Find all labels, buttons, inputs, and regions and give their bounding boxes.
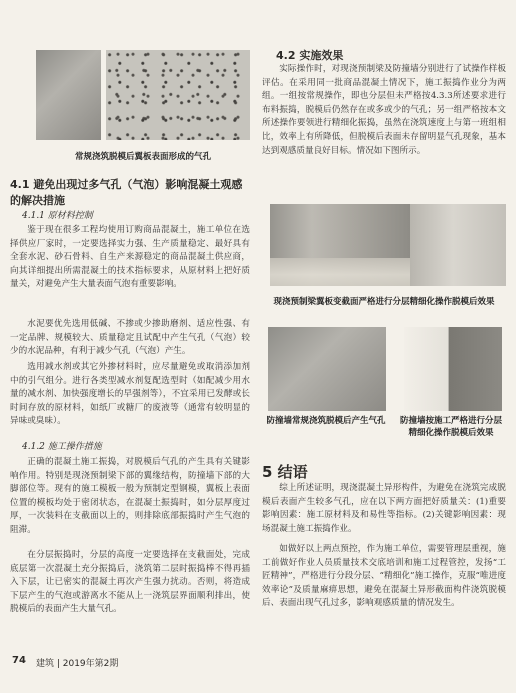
photo-concrete-smooth xyxy=(36,50,101,140)
paragraph: 鉴于现在很多工程均使用订购商品混凝土，施工单位在选择供应厂家时，一定要选择实力强、生产质量稳定、最好具有全套水泥、砂石骨料、自生产来源稳定的商品混凝土供应商，向其详细提出所需混凝土的技术指标要求，从原材料上把好质量关，对避免产生大量表面气泡有重要影响。 xyxy=(10,225,250,290)
section-title-4-2: 4.2 实施效果 xyxy=(276,49,344,62)
section-title-4-1: 4.1 避免出现过多气孔（气泡）影响混凝土观感的解决措施 xyxy=(10,178,243,207)
photo-caption: 防撞墙按施工严格进行分层精细化操作脱模后效果 xyxy=(399,416,502,438)
photo-concrete-air-holes xyxy=(106,50,250,140)
photo-caption: 常规浇筑脱模后翼板表面形成的气孔 xyxy=(74,152,211,162)
photo-beam-post xyxy=(410,204,506,286)
paragraph: 水泥要优先选用低碱、不掺或少掺助磨剂、适应性强、有一定品牌、规模较大、质量稳定且试配中产生气孔（气泡）较少的水泥品种，有利于减少气孔（气泡）产生。 xyxy=(10,319,250,357)
photo-caption: 防撞墙常规浇筑脱模后产生气孔 xyxy=(266,416,386,426)
page-number: 74 xyxy=(12,655,26,666)
subsection-title-4-1-2: 4.1.2 施工操作措施 xyxy=(22,442,102,452)
paragraph: 选用减水剂或其它外掺材料时，应尽量避免或取消添加剂中的引气组分。进行各类型减水剂复配选型时（如配减少用水量的减水剂、加快强度增长的早强剂等），不宜采用已发酵或长时间存放的原材料，如纸厂或糖厂的废液等（通常有较明显的异味或臭味）。 xyxy=(10,362,250,427)
paragraph: 如做好以上两点预控，作为施工单位，需要管理层重视，施工前做好作业人员质量技术交底培训和施工过程管控，发扬“工匠精神”，严格进行分段分层、“精细化”施工操作，克服“唯进度效率论”及质量麻痹思想，避免在混凝土异形截面构件浇筑脱模后、表面出现气孔过多，影响观感质量的情况发生。 xyxy=(262,544,506,609)
photo-barrier-conventional xyxy=(268,327,386,411)
photo-barrier-refined xyxy=(404,327,502,411)
photo-beam-floor xyxy=(270,258,410,286)
subsection-title-4-1-1: 4.1.1 原材料控制 xyxy=(22,211,93,221)
paragraph: 在分层振捣时，分层的高度一定要选择在支截面处，完成底层第一次混凝土充分振捣后，浇筑第二层时振捣棒不得再插入下层，让已密实的混凝土再次产生强力扰动。否则，将造成下层产生的气泡或游离水不能从上一浇筑层界面顺利排出，使脱模后的表面产生大量气孔。 xyxy=(10,550,250,615)
chapter-title-5: 5 结语 xyxy=(262,463,308,481)
photo-caption: 现浇预制梁翼板变截面严格进行分层精细化操作脱模后效果 xyxy=(273,297,495,307)
paragraph: 综上所述证明，现浇混凝土异形构件，为避免在浇筑完成脱模后表面产生较多气孔，应在以下两方面把好质量关：(1)重要影响因素：施工原材料及和易性等指标。(2)关键影响因素：现场混凝土施工振捣作业。 xyxy=(262,483,506,534)
paragraph: 正确的混凝土施工振捣，对脱模后气孔的产生具有关键影响作用。特别是现浇预制梁下部的翼缘结构，防撞墙下部的大脚部位等。现有的施工模板一般为预制定型钢模，翼板上表面位置的模板均处于密闭状态，在混凝土振捣时，如分层厚度过厚，一次装料在支截面以上的，则排除底部振捣时产生气泡的阻滞。 xyxy=(10,457,250,535)
journal-info: 建筑 | 2019年第2期 xyxy=(36,659,119,669)
paragraph: 实际操作时，对现浇预制梁及防撞墙分别进行了试操作样板评估。在采用同一批商品混凝土情况下，施工振捣作业分为两组。一组按常规操作，即也分层但未严格按4.3.3所述要求进行布料振捣，脱模后仍然存在或多或少的气孔；另一组严格按本文所述操作要领进行精细化振捣，虽然在浇筑速度上与第一班组相比，效率上有所降低，但脱模后表面未存留明显气孔现象，基本达到观感质量良好目标。情况如下图所示。 xyxy=(262,64,506,156)
